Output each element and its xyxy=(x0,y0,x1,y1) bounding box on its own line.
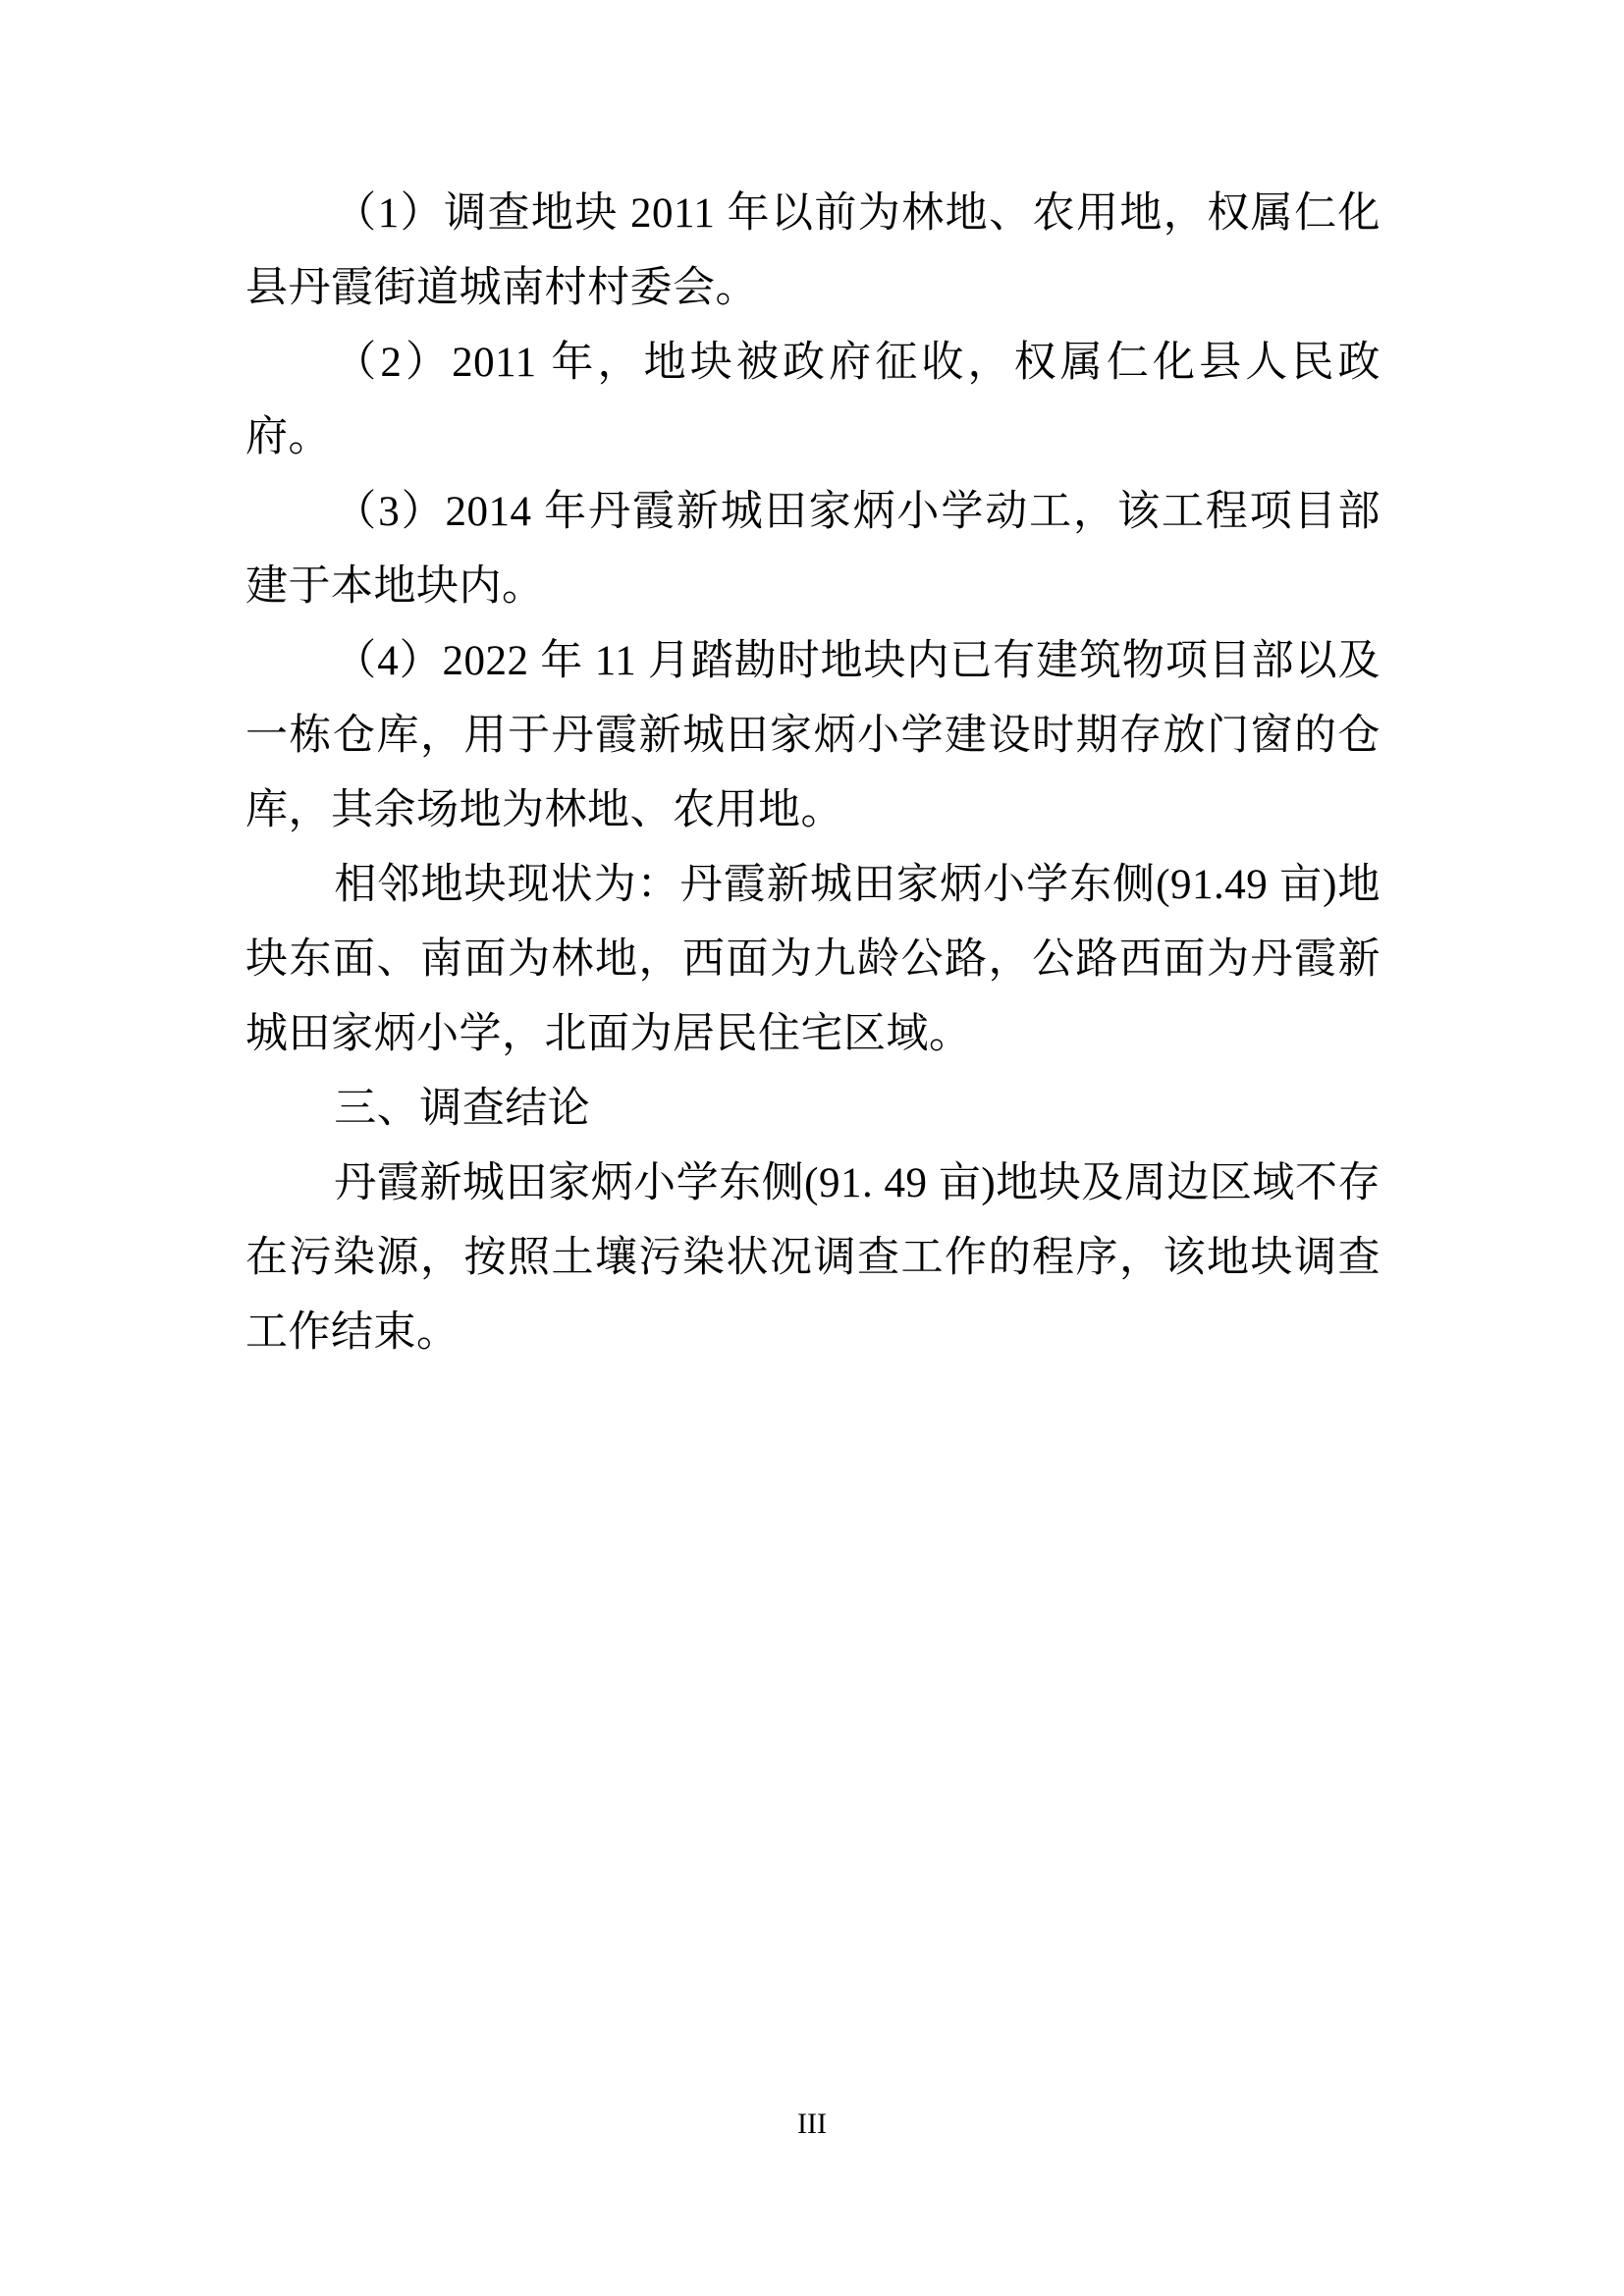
paragraph-adjacent-parcels: 相邻地块现状为：丹霞新城田家炳小学东侧(91.49 亩)地块东面、南面为林地，西面为九龄公路，公路西面为丹霞新城田家炳小学，北面为居民住宅区域。 xyxy=(245,862,1380,1057)
paragraph-history-3: （3）2014 年丹霞新城田家炳小学动工，该工程项目部建于本地块内。 xyxy=(245,489,1380,610)
paragraph-history-4: （4）2022 年 11 月踏勘时地块内已有建筑物项目部以及一栋仓库，用于丹霞新城田家炳小学建设时期存放门窗的仓库，其余场地为林地、农用地。 xyxy=(245,638,1380,833)
document-body xyxy=(245,177,1380,1370)
paragraph-history-1: （1）调查地块 2011 年以前为林地、农用地，权属仁化县丹霞街道城南村村委会。 xyxy=(245,190,1380,311)
paragraph-conclusion: 丹霞新城田家炳小学东侧(91. 49 亩)地块及周边区域不存在污染源，按照土壤污染状况调查工作的程序，该地块调查工作结束。 xyxy=(245,1160,1380,1356)
paragraph-history-2: （2）2011 年，地块被政府征收，权属仁化县人民政府。 xyxy=(245,340,1380,460)
page-number: III xyxy=(797,2108,827,2140)
section-heading-conclusion: 三、调查结论 xyxy=(334,1086,591,1132)
page-footer xyxy=(0,2107,1624,2142)
